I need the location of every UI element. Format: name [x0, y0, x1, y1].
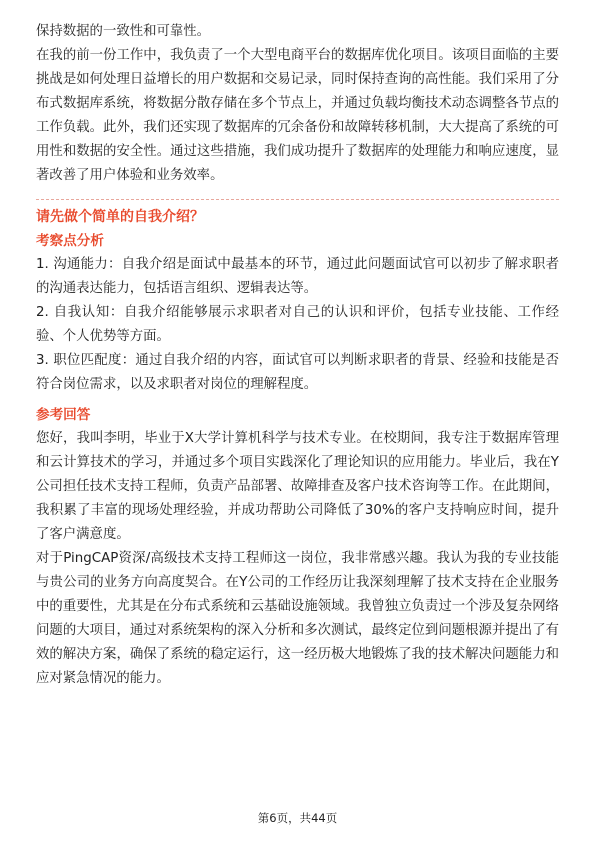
document-page	[36, 20, 559, 691]
intro-paragraph: 保持数据的一致性和可靠性。	[36, 24, 211, 39]
answer-paragraph: 对于PingCAP资深/高级技术支持工程师这一岗位，我非常感兴趣。我认为我的专业技能与贵公司的业务方向高度契合。在Y公司的工作经历让我深刻理解了技术支持在企业服务中的重要性，尤其是在分布式系统和云基础设施领域。我曾独立负责过一个涉及复杂网络问题的大项目，通过对系统架构的深入分析和多次测试，最终定位到问题根源并提出了有效的解决方案，确保了系统的稳定运行，这一经历极大地锻炼了我的技术解决问题能力和应对紧急情况的能力。	[36, 551, 559, 686]
analysis-item: 1. 沟通能力：自我介绍是面试中最基本的环节，通过此问题面试官可以初步了解求职者的沟通表达能力，包括语言组织、逻辑表达等。	[36, 257, 559, 296]
analysis-heading: 考察点分析	[36, 233, 104, 249]
answer-heading: 参考回答	[36, 407, 91, 423]
answer-paragraph: 您好，我叫李明，毕业于X大学计算机科学与技术专业。在校期间，我专注于数据库管理和云计算技术的学习，并通过多个项目实践深化了理论知识的应用能力。毕业后，我在Y公司担任技术支持工程师，负责产品部署、故障排查及客户技术咨询等工作。在此期间，我积累了丰富的现场处理经验，并成功帮助公司降低了30%的客户支持响应时间，提升了客户满意度。	[36, 431, 559, 542]
analysis-item: 3. 职位匹配度：通过自我介绍的内容，面试官可以判断求职者的背景、经验和技能是否符合岗位需求，以及求职者对岗位的理解程度。	[36, 353, 559, 392]
intro-paragraph: 在我的前一份工作中，我负责了一个大型电商平台的数据库优化项目。该项目面临的主要挑战是如何处理日益增长的用户数据和交易记录，同时保持查询的高性能。我们采用了分布式数据库系统，将数据分散存储在多个节点上，并通过负载均衡技术动态调整各节点的工作负载。此外，我们还实现了数据库的冗余备份和故障转移机制，大大提高了系统的可用性和数据的安全性。通过这些措施，我们成功提升了数据库的处理能力和响应速度，显著改善了用户体验和业务效率。	[36, 48, 559, 183]
question-title: 请先做个简单的自我介绍？	[36, 209, 204, 225]
analysis-item: 2. 自我认知：自我介绍能够展示求职者对自己的认识和评价，包括专业技能、工作经验、个人优势等方面。	[36, 305, 559, 344]
section-divider	[36, 199, 559, 200]
page-footer: 第6页，共44页	[257, 811, 338, 825]
